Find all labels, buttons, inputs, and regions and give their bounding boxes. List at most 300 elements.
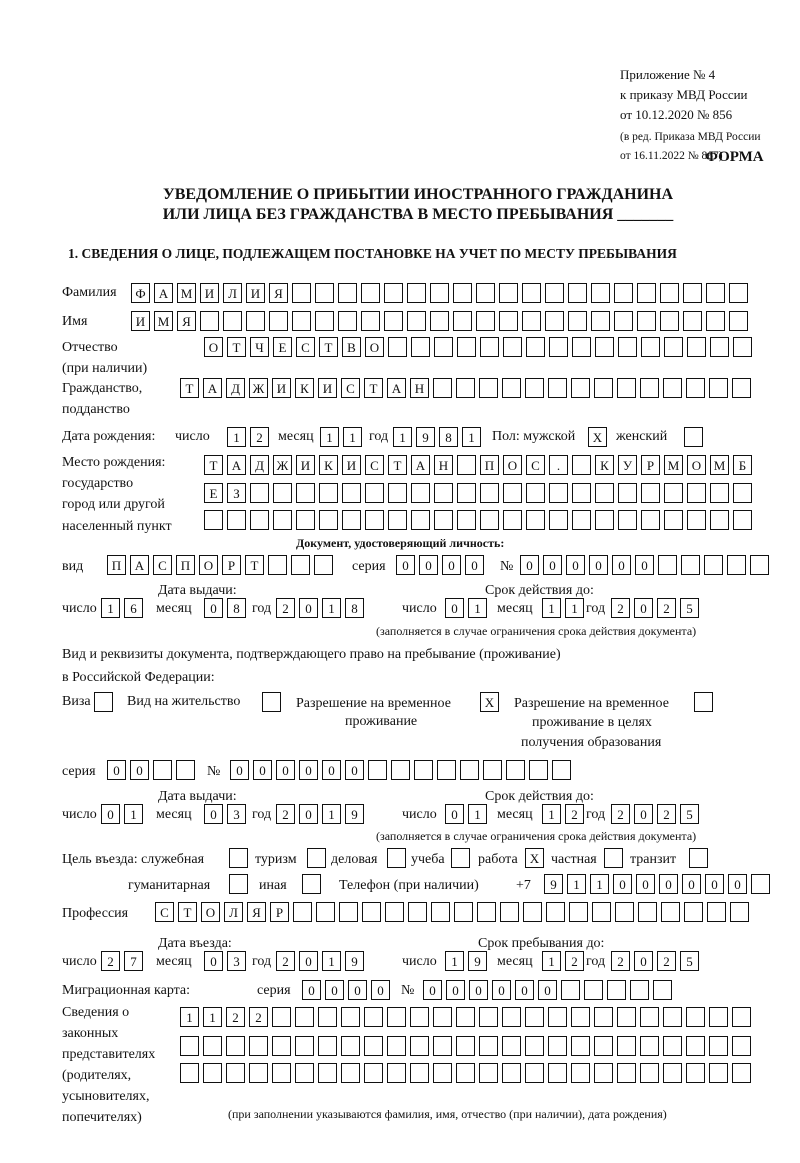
letter-cell[interactable]: 0: [423, 980, 442, 1000]
letter-cell[interactable]: 2: [250, 427, 269, 447]
letter-cell[interactable]: [433, 1036, 452, 1056]
letter-cell[interactable]: 0: [728, 874, 747, 894]
letter-cell[interactable]: 1: [180, 1007, 199, 1027]
letter-cell[interactable]: [704, 555, 723, 575]
letter-cell[interactable]: Е: [204, 483, 223, 503]
letter-cell[interactable]: [640, 1007, 659, 1027]
letter-cell[interactable]: [479, 1063, 498, 1083]
letter-cell[interactable]: [640, 1063, 659, 1083]
letter-cell[interactable]: М: [177, 283, 196, 303]
letter-cell[interactable]: 0: [396, 555, 415, 575]
letter-cell[interactable]: [615, 902, 634, 922]
letter-cell[interactable]: 0: [348, 980, 367, 1000]
letter-cell[interactable]: С: [526, 455, 545, 475]
letter-cell[interactable]: [434, 510, 453, 530]
letter-cell[interactable]: [663, 1063, 682, 1083]
letter-cell[interactable]: [732, 1063, 751, 1083]
letter-cell[interactable]: [457, 510, 476, 530]
checkbox-cell[interactable]: [604, 848, 623, 868]
letter-cell[interactable]: [686, 378, 705, 398]
letter-cell[interactable]: [653, 980, 672, 1000]
letter-cell[interactable]: С: [365, 455, 384, 475]
letter-cell[interactable]: [483, 760, 502, 780]
letter-cell[interactable]: 1: [462, 427, 481, 447]
letter-cell[interactable]: [476, 283, 495, 303]
letter-cell[interactable]: [364, 1063, 383, 1083]
letter-cell[interactable]: [683, 311, 702, 331]
letter-cell[interactable]: [706, 311, 725, 331]
letter-cell[interactable]: [687, 483, 706, 503]
letter-cell[interactable]: [204, 510, 223, 530]
letter-cell[interactable]: [594, 1007, 613, 1027]
letter-cell[interactable]: [273, 483, 292, 503]
letter-cell[interactable]: [502, 378, 521, 398]
letter-cell[interactable]: 1: [343, 427, 362, 447]
letter-cell[interactable]: [571, 1063, 590, 1083]
letter-cell[interactable]: 0: [445, 804, 464, 824]
letter-cell[interactable]: 1: [565, 598, 584, 618]
letter-cell[interactable]: [525, 1063, 544, 1083]
letter-cell[interactable]: 0: [130, 760, 149, 780]
letter-cell[interactable]: [433, 1007, 452, 1027]
letter-cell[interactable]: [388, 483, 407, 503]
letter-cell[interactable]: [342, 483, 361, 503]
letter-cell[interactable]: [664, 337, 683, 357]
letter-cell[interactable]: [479, 1036, 498, 1056]
letter-cell[interactable]: [548, 1007, 567, 1027]
letter-cell[interactable]: 0: [204, 804, 223, 824]
letter-cell[interactable]: 5: [680, 951, 699, 971]
letter-cell[interactable]: [707, 902, 726, 922]
letter-cell[interactable]: 0: [634, 598, 653, 618]
letter-cell[interactable]: [526, 337, 545, 357]
letter-cell[interactable]: [709, 378, 728, 398]
letter-cell[interactable]: Т: [178, 902, 197, 922]
letter-cell[interactable]: 0: [469, 980, 488, 1000]
letter-cell[interactable]: [572, 455, 591, 475]
letter-cell[interactable]: [223, 311, 242, 331]
letter-cell[interactable]: Т: [245, 555, 264, 575]
letter-cell[interactable]: [384, 311, 403, 331]
letter-cell[interactable]: [480, 510, 499, 530]
letter-cell[interactable]: [709, 1063, 728, 1083]
letter-cell[interactable]: [291, 555, 310, 575]
letter-cell[interactable]: [318, 1063, 337, 1083]
letter-cell[interactable]: [660, 283, 679, 303]
letter-cell[interactable]: [686, 1036, 705, 1056]
letter-cell[interactable]: Ж: [249, 378, 268, 398]
letter-cell[interactable]: [618, 483, 637, 503]
letter-cell[interactable]: 2: [101, 951, 120, 971]
letter-cell[interactable]: [457, 455, 476, 475]
letter-cell[interactable]: [664, 510, 683, 530]
letter-cell[interactable]: [687, 510, 706, 530]
letter-cell[interactable]: [614, 283, 633, 303]
letter-cell[interactable]: [663, 1036, 682, 1056]
letter-cell[interactable]: 1: [320, 427, 339, 447]
letter-cell[interactable]: [663, 1007, 682, 1027]
letter-cell[interactable]: Л: [224, 902, 243, 922]
letter-cell[interactable]: 0: [107, 760, 126, 780]
letter-cell[interactable]: [529, 760, 548, 780]
letter-cell[interactable]: 0: [634, 951, 653, 971]
letter-cell[interactable]: [618, 510, 637, 530]
letter-cell[interactable]: А: [130, 555, 149, 575]
letter-cell[interactable]: 0: [465, 555, 484, 575]
letter-cell[interactable]: [269, 311, 288, 331]
letter-cell[interactable]: П: [176, 555, 195, 575]
letter-cell[interactable]: [733, 483, 752, 503]
letter-cell[interactable]: [295, 1007, 314, 1027]
letter-cell[interactable]: [411, 483, 430, 503]
letter-cell[interactable]: 1: [322, 804, 341, 824]
letter-cell[interactable]: [618, 337, 637, 357]
letter-cell[interactable]: [732, 378, 751, 398]
letter-cell[interactable]: [388, 510, 407, 530]
letter-cell[interactable]: [457, 483, 476, 503]
letter-cell[interactable]: [408, 902, 427, 922]
letter-cell[interactable]: [411, 337, 430, 357]
letter-cell[interactable]: [250, 483, 269, 503]
letter-cell[interactable]: 0: [492, 980, 511, 1000]
letter-cell[interactable]: [732, 1036, 751, 1056]
letter-cell[interactable]: С: [296, 337, 315, 357]
letter-cell[interactable]: П: [107, 555, 126, 575]
letter-cell[interactable]: [525, 1007, 544, 1027]
checkbox-cell[interactable]: [694, 692, 713, 712]
checkbox-cell[interactable]: [387, 848, 406, 868]
letter-cell[interactable]: [710, 483, 729, 503]
letter-cell[interactable]: [503, 510, 522, 530]
checkbox-cell[interactable]: [684, 427, 703, 447]
letter-cell[interactable]: В: [342, 337, 361, 357]
letter-cell[interactable]: 0: [345, 760, 364, 780]
letter-cell[interactable]: [591, 283, 610, 303]
letter-cell[interactable]: 1: [468, 598, 487, 618]
letter-cell[interactable]: 5: [680, 804, 699, 824]
letter-cell[interactable]: [176, 760, 195, 780]
letter-cell[interactable]: [479, 1007, 498, 1027]
letter-cell[interactable]: 0: [589, 555, 608, 575]
letter-cell[interactable]: [591, 311, 610, 331]
letter-cell[interactable]: 0: [515, 980, 534, 1000]
letter-cell[interactable]: [315, 311, 334, 331]
letter-cell[interactable]: 0: [302, 980, 321, 1000]
letter-cell[interactable]: [584, 980, 603, 1000]
letter-cell[interactable]: [641, 483, 660, 503]
letter-cell[interactable]: 8: [227, 598, 246, 618]
letter-cell[interactable]: [480, 483, 499, 503]
letter-cell[interactable]: [638, 902, 657, 922]
letter-cell[interactable]: [572, 337, 591, 357]
letter-cell[interactable]: [407, 283, 426, 303]
letter-cell[interactable]: [318, 1007, 337, 1027]
letter-cell[interactable]: 9: [544, 874, 563, 894]
letter-cell[interactable]: [706, 283, 725, 303]
letter-cell[interactable]: 0: [299, 760, 318, 780]
letter-cell[interactable]: [387, 1063, 406, 1083]
letter-cell[interactable]: [361, 283, 380, 303]
letter-cell[interactable]: Л: [223, 283, 242, 303]
letter-cell[interactable]: З: [227, 483, 246, 503]
letter-cell[interactable]: [640, 1036, 659, 1056]
letter-cell[interactable]: 2: [611, 598, 630, 618]
letter-cell[interactable]: [250, 510, 269, 530]
letter-cell[interactable]: 0: [419, 555, 438, 575]
letter-cell[interactable]: [571, 1007, 590, 1027]
letter-cell[interactable]: [249, 1036, 268, 1056]
letter-cell[interactable]: [341, 1063, 360, 1083]
letter-cell[interactable]: 0: [682, 874, 701, 894]
letter-cell[interactable]: [318, 1036, 337, 1056]
letter-cell[interactable]: 1: [567, 874, 586, 894]
letter-cell[interactable]: [499, 283, 518, 303]
letter-cell[interactable]: 9: [468, 951, 487, 971]
letter-cell[interactable]: 0: [543, 555, 562, 575]
letter-cell[interactable]: [500, 902, 519, 922]
letter-cell[interactable]: 1: [124, 804, 143, 824]
letter-cell[interactable]: О: [687, 455, 706, 475]
letter-cell[interactable]: [387, 1036, 406, 1056]
letter-cell[interactable]: 2: [276, 598, 295, 618]
letter-cell[interactable]: [549, 337, 568, 357]
letter-cell[interactable]: [503, 337, 522, 357]
letter-cell[interactable]: [203, 1036, 222, 1056]
letter-cell[interactable]: 0: [325, 980, 344, 1000]
letter-cell[interactable]: 0: [204, 598, 223, 618]
letter-cell[interactable]: [733, 510, 752, 530]
letter-cell[interactable]: [314, 555, 333, 575]
letter-cell[interactable]: К: [295, 378, 314, 398]
letter-cell[interactable]: С: [155, 902, 174, 922]
letter-cell[interactable]: [203, 1063, 222, 1083]
letter-cell[interactable]: 9: [345, 951, 364, 971]
letter-cell[interactable]: 8: [439, 427, 458, 447]
letter-cell[interactable]: [683, 283, 702, 303]
letter-cell[interactable]: И: [318, 378, 337, 398]
letter-cell[interactable]: [594, 1036, 613, 1056]
letter-cell[interactable]: [637, 311, 656, 331]
letter-cell[interactable]: [316, 902, 335, 922]
letter-cell[interactable]: [710, 510, 729, 530]
letter-cell[interactable]: 0: [299, 804, 318, 824]
letter-cell[interactable]: [750, 555, 769, 575]
letter-cell[interactable]: [433, 1063, 452, 1083]
letter-cell[interactable]: [552, 760, 571, 780]
letter-cell[interactable]: [454, 902, 473, 922]
letter-cell[interactable]: [548, 378, 567, 398]
letter-cell[interactable]: 0: [634, 804, 653, 824]
letter-cell[interactable]: [293, 902, 312, 922]
letter-cell[interactable]: [180, 1036, 199, 1056]
letter-cell[interactable]: [729, 283, 748, 303]
letter-cell[interactable]: 1: [445, 951, 464, 971]
letter-cell[interactable]: А: [387, 378, 406, 398]
letter-cell[interactable]: [431, 902, 450, 922]
letter-cell[interactable]: 0: [299, 951, 318, 971]
letter-cell[interactable]: 1: [590, 874, 609, 894]
letter-cell[interactable]: О: [365, 337, 384, 357]
letter-cell[interactable]: [617, 378, 636, 398]
letter-cell[interactable]: [430, 283, 449, 303]
letter-cell[interactable]: А: [154, 283, 173, 303]
letter-cell[interactable]: [637, 283, 656, 303]
letter-cell[interactable]: 0: [705, 874, 724, 894]
letter-cell[interactable]: 2: [276, 804, 295, 824]
letter-cell[interactable]: 3: [227, 804, 246, 824]
letter-cell[interactable]: [607, 980, 626, 1000]
letter-cell[interactable]: 1: [468, 804, 487, 824]
letter-cell[interactable]: [661, 902, 680, 922]
letter-cell[interactable]: [499, 311, 518, 331]
letter-cell[interactable]: Ж: [273, 455, 292, 475]
letter-cell[interactable]: [729, 311, 748, 331]
letter-cell[interactable]: И: [272, 378, 291, 398]
letter-cell[interactable]: 0: [276, 760, 295, 780]
letter-cell[interactable]: 1: [101, 598, 120, 618]
checkbox-cell[interactable]: X: [480, 692, 499, 712]
letter-cell[interactable]: 3: [227, 951, 246, 971]
letter-cell[interactable]: 0: [371, 980, 390, 1000]
letter-cell[interactable]: 0: [566, 555, 585, 575]
letter-cell[interactable]: [410, 1007, 429, 1027]
letter-cell[interactable]: [341, 1007, 360, 1027]
letter-cell[interactable]: [571, 378, 590, 398]
letter-cell[interactable]: Н: [434, 455, 453, 475]
letter-cell[interactable]: 6: [124, 598, 143, 618]
checkbox-cell[interactable]: X: [525, 848, 544, 868]
letter-cell[interactable]: Т: [388, 455, 407, 475]
letter-cell[interactable]: 1: [542, 598, 561, 618]
letter-cell[interactable]: 0: [659, 874, 678, 894]
letter-cell[interactable]: Ч: [250, 337, 269, 357]
letter-cell[interactable]: [295, 1063, 314, 1083]
checkbox-cell[interactable]: [94, 692, 113, 712]
checkbox-cell[interactable]: [307, 848, 326, 868]
letter-cell[interactable]: [546, 902, 565, 922]
letter-cell[interactable]: И: [200, 283, 219, 303]
letter-cell[interactable]: А: [411, 455, 430, 475]
letter-cell[interactable]: [572, 510, 591, 530]
letter-cell[interactable]: [180, 1063, 199, 1083]
letter-cell[interactable]: Т: [227, 337, 246, 357]
letter-cell[interactable]: 0: [101, 804, 120, 824]
checkbox-cell[interactable]: [451, 848, 470, 868]
letter-cell[interactable]: 1: [227, 427, 246, 447]
letter-cell[interactable]: [686, 1063, 705, 1083]
letter-cell[interactable]: [226, 1036, 245, 1056]
letter-cell[interactable]: [453, 311, 472, 331]
letter-cell[interactable]: [387, 1007, 406, 1027]
letter-cell[interactable]: [522, 311, 541, 331]
letter-cell[interactable]: [595, 483, 614, 503]
letter-cell[interactable]: [506, 760, 525, 780]
letter-cell[interactable]: Р: [641, 455, 660, 475]
letter-cell[interactable]: [545, 311, 564, 331]
letter-cell[interactable]: [456, 1036, 475, 1056]
letter-cell[interactable]: И: [246, 283, 265, 303]
letter-cell[interactable]: [315, 283, 334, 303]
letter-cell[interactable]: [456, 1063, 475, 1083]
letter-cell[interactable]: [617, 1063, 636, 1083]
letter-cell[interactable]: 0: [520, 555, 539, 575]
letter-cell[interactable]: [411, 510, 430, 530]
letter-cell[interactable]: [362, 902, 381, 922]
letter-cell[interactable]: [292, 283, 311, 303]
letter-cell[interactable]: [433, 378, 452, 398]
letter-cell[interactable]: Р: [222, 555, 241, 575]
letter-cell[interactable]: [684, 902, 703, 922]
letter-cell[interactable]: [641, 510, 660, 530]
letter-cell[interactable]: О: [204, 337, 223, 357]
checkbox-cell[interactable]: X: [588, 427, 607, 447]
letter-cell[interactable]: [453, 283, 472, 303]
letter-cell[interactable]: [153, 760, 172, 780]
letter-cell[interactable]: [617, 1007, 636, 1027]
letter-cell[interactable]: [568, 311, 587, 331]
letter-cell[interactable]: [341, 1036, 360, 1056]
letter-cell[interactable]: 0: [322, 760, 341, 780]
letter-cell[interactable]: [640, 378, 659, 398]
letter-cell[interactable]: [296, 510, 315, 530]
letter-cell[interactable]: [295, 1036, 314, 1056]
letter-cell[interactable]: 2: [657, 598, 676, 618]
letter-cell[interactable]: М: [664, 455, 683, 475]
letter-cell[interactable]: [525, 1036, 544, 1056]
letter-cell[interactable]: 2: [565, 951, 584, 971]
letter-cell[interactable]: И: [131, 311, 150, 331]
letter-cell[interactable]: [548, 1036, 567, 1056]
letter-cell[interactable]: [561, 980, 580, 1000]
letter-cell[interactable]: [664, 483, 683, 503]
letter-cell[interactable]: [365, 510, 384, 530]
letter-cell[interactable]: О: [199, 555, 218, 575]
letter-cell[interactable]: 1: [203, 1007, 222, 1027]
letter-cell[interactable]: [727, 555, 746, 575]
checkbox-cell[interactable]: [689, 848, 708, 868]
letter-cell[interactable]: 2: [657, 951, 676, 971]
letter-cell[interactable]: Т: [204, 455, 223, 475]
letter-cell[interactable]: [592, 902, 611, 922]
letter-cell[interactable]: [292, 311, 311, 331]
letter-cell[interactable]: [476, 311, 495, 331]
letter-cell[interactable]: 9: [345, 804, 364, 824]
letter-cell[interactable]: [569, 902, 588, 922]
letter-cell[interactable]: 2: [249, 1007, 268, 1027]
letter-cell[interactable]: [272, 1036, 291, 1056]
letter-cell[interactable]: [273, 510, 292, 530]
letter-cell[interactable]: [502, 1063, 521, 1083]
letter-cell[interactable]: [594, 378, 613, 398]
letter-cell[interactable]: [525, 378, 544, 398]
letter-cell[interactable]: [480, 337, 499, 357]
letter-cell[interactable]: 0: [445, 598, 464, 618]
letter-cell[interactable]: [272, 1007, 291, 1027]
letter-cell[interactable]: [249, 1063, 268, 1083]
letter-cell[interactable]: 2: [565, 804, 584, 824]
letter-cell[interactable]: И: [296, 455, 315, 475]
letter-cell[interactable]: [523, 902, 542, 922]
letter-cell[interactable]: 1: [542, 804, 561, 824]
letter-cell[interactable]: 0: [253, 760, 272, 780]
letter-cell[interactable]: [548, 1063, 567, 1083]
letter-cell[interactable]: Д: [250, 455, 269, 475]
letter-cell[interactable]: [630, 980, 649, 1000]
checkbox-cell[interactable]: [302, 874, 321, 894]
letter-cell[interactable]: [410, 1063, 429, 1083]
letter-cell[interactable]: [226, 1063, 245, 1083]
letter-cell[interactable]: [549, 483, 568, 503]
